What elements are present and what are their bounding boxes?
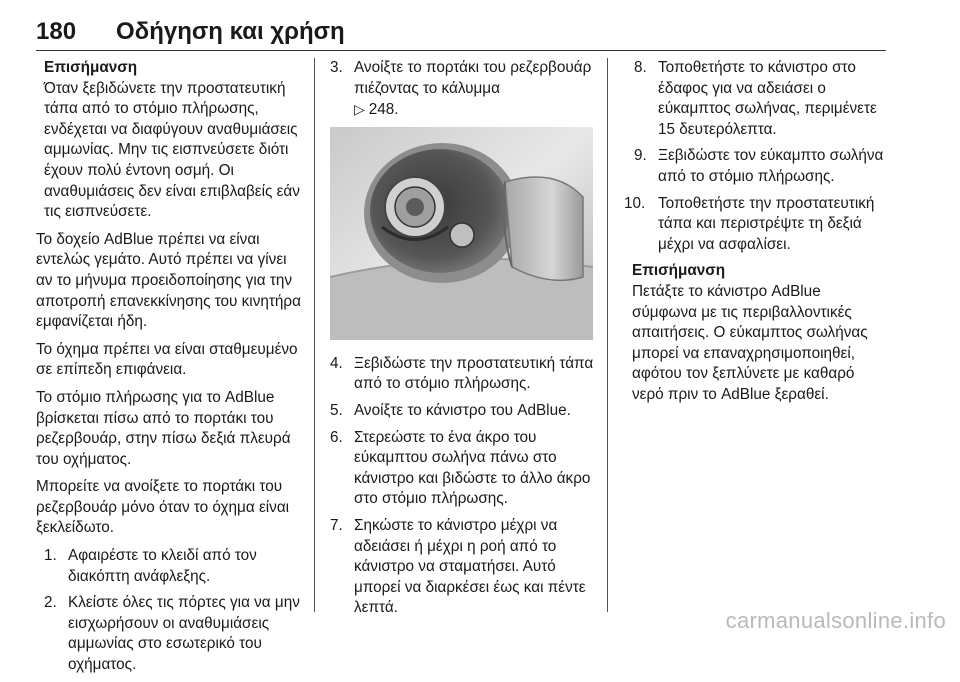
- step-number: 8.: [634, 59, 647, 76]
- step-number: 6.: [330, 428, 343, 446]
- step-list: [624, 58, 886, 255]
- page-header: [36, 18, 886, 50]
- step-number: 9.: [634, 147, 647, 165]
- step-item: [330, 428, 596, 510]
- paragraph: Το δοχείο AdBlue πρέπει να είναι εντελώς γεμάτο. Αυτό πρέπει να γίνει αν το μήνυμα προειδοποίησης για την αποτροπή επανεκκίνησης του κινητήρα εμφανίζεται ήδη.: [36, 230, 301, 331]
- step-item: [624, 194, 886, 256]
- watermark: carmanualsonline.info: [725, 608, 946, 633]
- step-item: [330, 58, 596, 121]
- note-box: [36, 58, 304, 223]
- step-number: 4.: [330, 354, 343, 372]
- step-list: [36, 546, 304, 676]
- column-divider-2: [607, 58, 608, 612]
- step-text: Τοποθετήστε το κάνιστρο στο έδαφος για να αδειάσει ο εύκαμπτος σωλήνας, περιμένετε 15 δευτερόλεπτα.: [658, 59, 877, 138]
- step-number: 3.: [330, 59, 343, 76]
- step-item: [44, 593, 304, 675]
- page-number: 180: [36, 18, 77, 45]
- step-text: Κλείστε όλες τις πόρτες για να μην εισχωρήσουν οι αναθυμιάσεις αμμωνίας στο εσωτερικό του οχήματος.: [68, 594, 300, 674]
- step-item: [624, 58, 886, 140]
- step-list: [330, 58, 596, 121]
- page-reference-text: 248.: [368, 101, 399, 119]
- arrow-ref-icon: ▷: [354, 101, 365, 118]
- paragraph: Το όχημα πρέπει να είναι σταθμευμένο σε επίπεδη επιφάνεια.: [36, 340, 298, 379]
- step-text: Ανοίξτε το κάνιστρο του AdBlue.: [354, 401, 571, 419]
- column-divider-1: [314, 58, 315, 612]
- step-number: 5.: [330, 401, 343, 419]
- fuel-door-illustration: [330, 127, 593, 340]
- note-text: Όταν ξεβιδώνετε την προστατευτική τάπα από το στόμιο πλήρωσης, ενδέχεται να διαφύγουν αναθυμιάσεις αμμωνίας. Μην τις εισπνεύσετε διότι έχουν πολύ έντονη οσμή. Οι αναθυμιάσεις δεν είναι επιβλαβείς εάν τις εισπνεύσετε.: [44, 79, 300, 221]
- step-text: Στερεώστε το ένα άκρο του εύκαμπτου σωλήνα πάνω στο κάνιστρο και βιδώστε το άλλο άκρο στο στόμιο πλήρωσης.: [354, 428, 591, 508]
- step-text: Σηκώστε το κάνιστρο μέχρι να αδειάσει ή μέχρι η ροή από το κάνιστρο να σταματήσει. Αυτό μπορεί να διαρκέσει έως και πέντε λεπτά.: [354, 516, 586, 617]
- step-text: Αφαιρέστε το κλειδί από τον διακόπτη ανάφλεξης.: [68, 547, 257, 585]
- paragraph: Το στόμιο πλήρωσης για το AdBlue βρίσκεται πίσω από το πορτάκι του ρεζερβουάρ, στην πίσω δεξιά πλευρά του οχήματος.: [36, 388, 291, 468]
- step-item: [330, 516, 596, 619]
- column-2: [330, 58, 596, 625]
- page-reference[interactable]: [354, 101, 399, 118]
- note-box: [624, 261, 886, 405]
- header-rule: [36, 50, 886, 51]
- column-1: [36, 58, 304, 682]
- paragraph: Μπορείτε να ανοίξετε το πορτάκι του ρεζερβουάρ μόνο όταν το όχημα είναι ξεκλείδωτο.: [36, 478, 290, 537]
- step-number: 2.: [44, 594, 57, 612]
- note-text: Πετάξτε το κάνιστρο AdBlue σύμφωνα με τις περιβαλλοντικές απαιτήσεις. Ο εύκαμπτος σωλήνας μπορεί να επαναχρησιμοποιηθεί, αφότου τον ξεπλύνετε με καθαρό νερό πριν το AdBlue ξεραθεί.: [632, 282, 868, 403]
- step-number: 7.: [330, 516, 343, 534]
- step-item: [624, 146, 886, 187]
- note-title: Επισήμανση: [44, 59, 138, 76]
- step-item: [330, 401, 596, 422]
- step-text: Ανοίξτε το πορτάκι του ρεζερβουάρ πιέζοντας το κάλυμμα: [354, 59, 592, 97]
- page-title: Οδήγηση και χρήση: [116, 18, 345, 45]
- step-list: [330, 354, 596, 619]
- step-text: Ξεβιδώστε την προστατευτική τάπα από το στόμιο πλήρωσης.: [354, 354, 594, 393]
- note-title: Επισήμανση: [632, 262, 726, 280]
- step-text: Ξεβιδώστε τον εύκαμπτο σωλήνα από το στόμιο πλήρωσης.: [658, 147, 884, 185]
- step-item: [330, 354, 596, 395]
- step-number: 10.: [624, 194, 646, 212]
- column-3: [624, 58, 886, 413]
- step-item: [44, 546, 304, 587]
- step-text: Τοποθετήστε την προστατευτική τάπα και περιστρέψτε τη δεξιά μέχρι να ασφαλίσει.: [658, 194, 875, 253]
- step-number: 1.: [44, 547, 57, 565]
